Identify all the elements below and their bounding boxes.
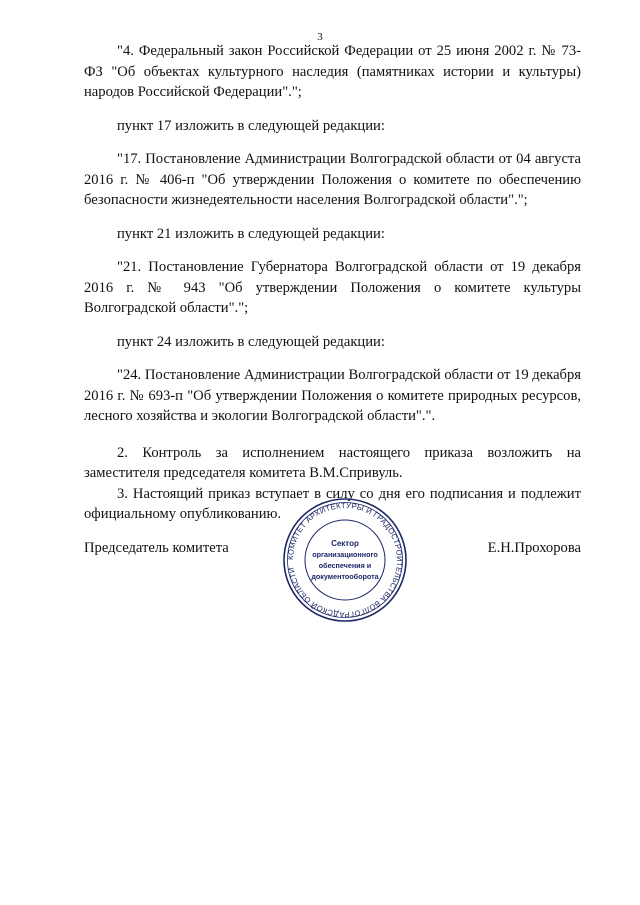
stamp-line-3: обеспечения и xyxy=(318,561,372,570)
stamp-ring-text: КОМИТЕТ АРХИТЕКТУРЫ И ГРАДОСТРОИТЕЛЬСТВА ВОЛГОГРАДСКОЙ ОБЛАСТИ xyxy=(285,500,405,620)
paragraph-item-17: "17. Постановление Администрации Волгоградской области от 04 августа 2016 г. № 406-п "Об утверждении Положения о комитете по обеспечению безопасности жизнедеятельности населения Волгоградской области"."; xyxy=(84,151,581,208)
signature-title: Председатель комитета xyxy=(84,540,229,556)
paragraph-control: 2. Контроль за исполнением настоящего приказа возложить на заместителя председателя комитета В.М.Спривуль. xyxy=(84,444,581,481)
page-number: 3 xyxy=(317,31,323,43)
paragraph-item-24: "24. Постановление Администрации Волгоградской области от 19 декабря 2016 г. № 693-п "Об утверждении Положения о комитете природных ресурсов, лесного хозяйства и экологии Волгоградской области".". xyxy=(84,367,581,424)
official-stamp xyxy=(280,497,410,623)
paragraph-effect: 3. Настоящий приказ вступает в силу со дня его подписания и подлежит официальному опубликованию. xyxy=(84,485,581,522)
stamp-line-4: документооборота xyxy=(311,572,379,581)
paragraph-item-21: "21. Постановление Губернатора Волгоградской области от 19 декабря 2016 г. № 943 "Об утверждении Положения о комитете культуры Волгоградской области"."; xyxy=(84,259,581,316)
stamp-line-2: организационного xyxy=(312,550,378,559)
signature-name: Е.Н.Прохорова xyxy=(487,540,581,556)
paragraph-point-24-intro: пункт 24 изложить в следующей редакции: xyxy=(117,333,385,350)
document-body xyxy=(84,41,581,525)
stamp-line-1: Сектор xyxy=(331,539,359,548)
paragraph-point-21-intro: пункт 21 изложить в следующей редакции: xyxy=(117,225,385,242)
stamp-seal-icon xyxy=(280,497,410,623)
paragraph-point-17-intro: пункт 17 изложить в следующей редакции: xyxy=(117,117,385,134)
paragraph-item-4: "4. Федеральный закон Российской Федерации от 25 июня 2002 г. № 73-ФЗ "Об объектах культурного наследия (памятниках истории и культуры) народов Российской Федерации"."; xyxy=(84,43,581,100)
